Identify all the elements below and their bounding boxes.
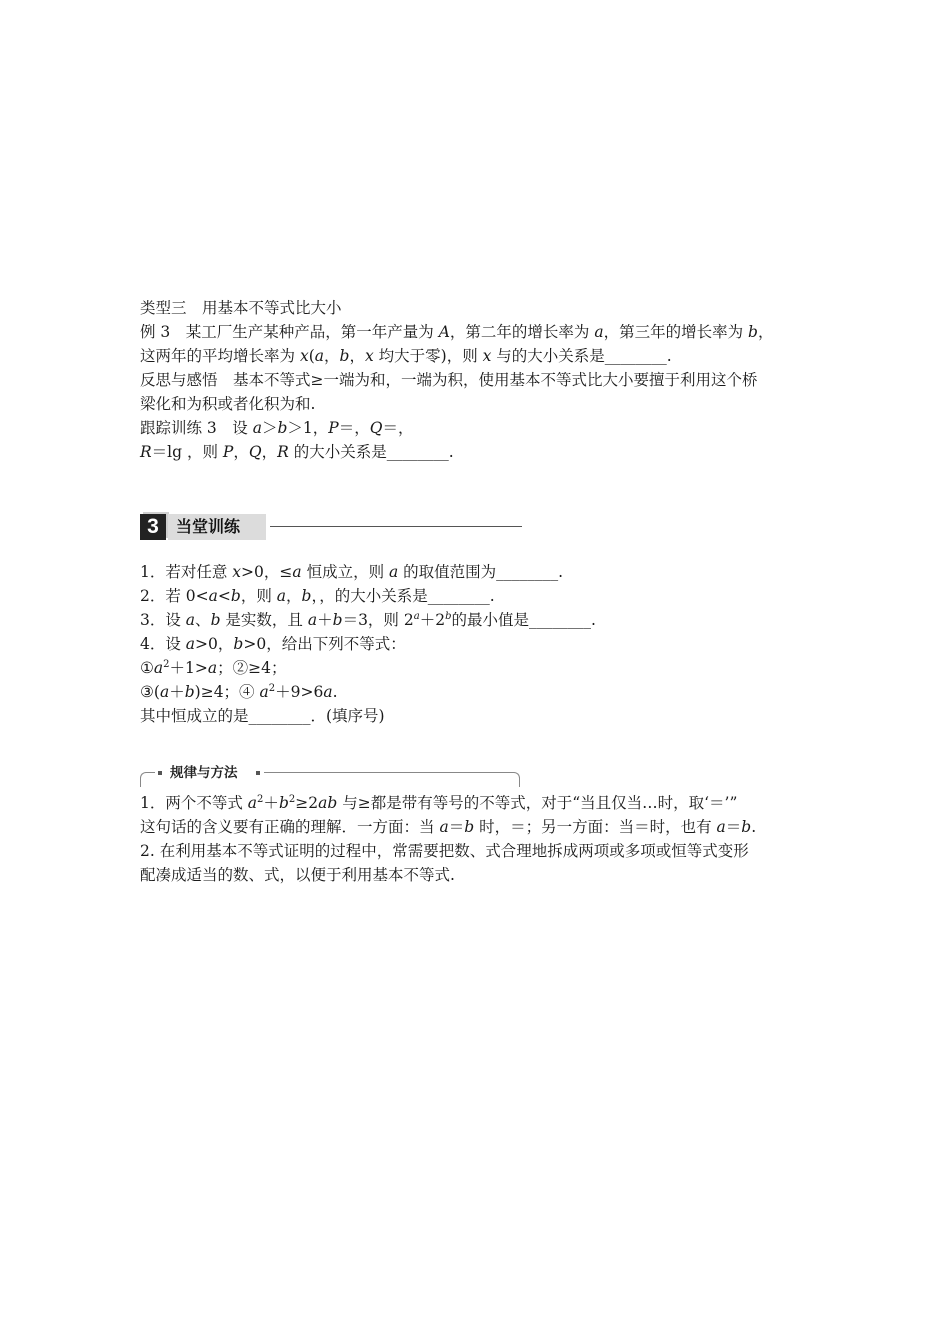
var: ab	[318, 794, 338, 812]
var: a	[292, 563, 302, 581]
text: 的取值范围为________.	[398, 563, 564, 581]
text: 3．设	[140, 611, 186, 629]
text: ，	[349, 347, 365, 365]
text: (	[308, 347, 315, 365]
var: b	[278, 794, 289, 812]
text: ≥2	[295, 794, 319, 812]
var: b	[332, 611, 343, 629]
var: b	[464, 818, 475, 836]
text: )≥4；④	[194, 683, 260, 701]
text: ＝	[725, 818, 742, 836]
text: 与的大小关系是________.	[491, 347, 672, 365]
rule-2-line1: 2. 在利用基本不等式证明的过程中，常需要把数、式合理地拆成两项或多项或恒等式变形	[140, 842, 749, 860]
question-4	[140, 632, 820, 656]
text: ＝lg ，则	[151, 443, 223, 461]
superscript: b	[445, 611, 452, 622]
var: a	[276, 587, 287, 605]
text: ＋1>	[169, 659, 208, 677]
var: b	[277, 419, 288, 437]
var: a	[185, 635, 196, 653]
text: ＋9>6	[275, 683, 324, 701]
track-training3-line1	[140, 416, 820, 440]
track-training3-line2	[140, 440, 820, 464]
var: P	[328, 419, 339, 437]
var: a	[314, 347, 324, 365]
var: a	[185, 611, 196, 629]
text: ；②≥4；	[217, 659, 287, 677]
section-header	[140, 512, 530, 542]
box-dot-right	[256, 771, 260, 775]
text: ＋	[263, 794, 279, 812]
question-1	[140, 560, 820, 584]
var: R	[140, 443, 152, 461]
var: b	[210, 611, 221, 629]
superscript: 2	[268, 683, 276, 694]
text: ＝	[448, 818, 465, 836]
text: 、	[195, 611, 211, 629]
example3-line1	[140, 320, 820, 344]
var: x	[364, 347, 374, 365]
box-rule	[264, 772, 400, 773]
var: b	[741, 818, 752, 836]
text: ＝，	[382, 419, 414, 437]
superscript: 2	[288, 794, 296, 805]
var: A	[438, 323, 450, 341]
text: .	[751, 818, 757, 836]
var: x	[482, 347, 492, 365]
text: 1．若对任意	[140, 563, 233, 581]
text: 与≥都是带有等号的不等式，对于“当且仅当…时，取‘＝’”	[337, 794, 738, 812]
var: a	[252, 419, 262, 437]
text: ＝3，则 2	[342, 611, 414, 629]
var: b	[233, 635, 244, 653]
text: ，	[757, 323, 774, 341]
var: Q	[248, 443, 262, 461]
text: ，	[233, 443, 249, 461]
superscript: 2	[257, 794, 264, 805]
rule-1-line2	[140, 815, 820, 839]
question-4-options-2	[140, 680, 820, 704]
question-4-options-1	[140, 656, 820, 680]
var: x	[232, 563, 242, 581]
text: .	[332, 683, 338, 701]
var: a	[323, 683, 333, 701]
var: a	[716, 818, 726, 836]
var: a	[389, 563, 399, 581]
var: P	[222, 443, 234, 461]
var: a	[208, 587, 218, 605]
text: 跟踪训练 3 设	[140, 419, 253, 437]
superscript: a	[413, 611, 420, 622]
var: a	[594, 323, 604, 341]
text: 是实数，且	[220, 611, 308, 629]
box-corner-right	[399, 772, 520, 787]
text: 这两年的平均增长率为	[140, 347, 300, 365]
text: ，则	[240, 587, 277, 605]
question-3	[140, 608, 820, 632]
var: b	[184, 683, 195, 701]
section-number-badge: 3	[140, 514, 166, 540]
text: 4．设	[140, 635, 186, 653]
text: 1．两个不等式	[140, 794, 248, 812]
reflection-line1: 反思与感悟 基本不等式≥一端为和，一端为积，使用基本不等式比大小要擅于利用这个桥	[140, 371, 758, 389]
text: ＝，	[338, 419, 370, 437]
var: x	[299, 347, 309, 365]
section-rule	[270, 526, 522, 527]
rule-1-line1	[140, 791, 820, 815]
text: >0，给出下列不等式：	[243, 635, 406, 653]
type3-title: 类型三 用基本不等式比大小	[140, 299, 342, 317]
text: ，，的大小关系是________.	[311, 587, 495, 605]
var: b	[339, 347, 350, 365]
text: ，第二年的增长率为	[449, 323, 595, 341]
text: ①	[140, 659, 154, 677]
type3-block	[140, 296, 820, 464]
var: b	[230, 587, 241, 605]
text: 2．若 0<	[140, 587, 209, 605]
box-corner-left	[140, 772, 155, 787]
text: 恒成立，则	[301, 563, 389, 581]
text: ＋	[317, 611, 333, 629]
text: ＋	[169, 683, 185, 701]
text: ＞1，	[287, 419, 329, 437]
var: b	[301, 587, 312, 605]
section-title: 当堂训练	[176, 517, 241, 536]
var: a	[307, 611, 318, 629]
text: ＋2	[419, 611, 446, 629]
rules-box-header	[140, 764, 520, 786]
example3-line2	[140, 344, 820, 368]
text: ③(	[140, 683, 160, 701]
var: b	[748, 323, 758, 341]
reflection-line2: 梁化和为积或者化积为和.	[140, 395, 316, 413]
rule-2-line2: 配凑成适当的数、式，以便于利用基本不等式.	[140, 866, 455, 884]
text: ，	[261, 443, 278, 461]
text: 例 3 某工厂生产某种产品，第一年产量为	[140, 323, 439, 341]
var: R	[277, 443, 289, 461]
superscript: 2	[163, 659, 170, 670]
text: ＞	[261, 419, 278, 437]
text: >0，	[195, 635, 234, 653]
var: a	[159, 683, 170, 701]
box-dot-left	[158, 771, 162, 775]
rules-block	[140, 791, 820, 887]
var: a	[259, 683, 269, 701]
practice-block	[140, 560, 820, 728]
var: a	[439, 818, 449, 836]
var: a	[207, 659, 218, 677]
text: <	[217, 587, 231, 605]
text: ，	[286, 587, 302, 605]
text: >0，≤	[241, 563, 293, 581]
var: a	[153, 659, 164, 677]
var: Q	[369, 419, 383, 437]
question-4-answer-prompt: 其中恒成立的是________．(填序号)	[140, 707, 385, 725]
text: ，第三年的增长率为	[603, 323, 749, 341]
text: 这句话的含义要有正确的理解．一方面：当	[140, 818, 440, 836]
rules-title: 规律与方法	[170, 765, 238, 781]
var: a	[247, 794, 258, 812]
question-2	[140, 584, 820, 608]
text: ，	[324, 347, 340, 365]
text: 的大小关系是________.	[288, 443, 454, 461]
text: 的最小值是________.	[451, 611, 596, 629]
text: 时，＝；另一方面：当＝时，也有	[474, 818, 717, 836]
text: 均大于零)，则	[373, 347, 483, 365]
